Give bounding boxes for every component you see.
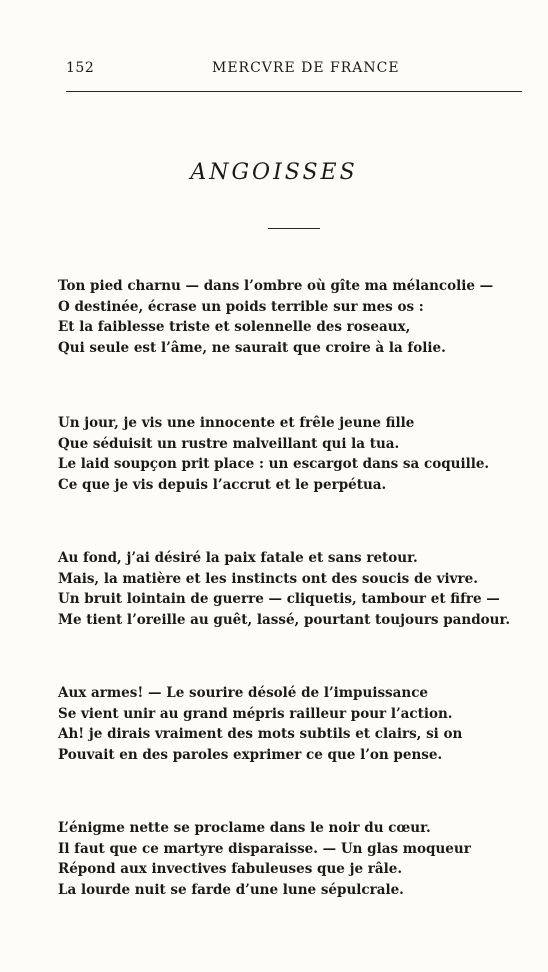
poem-line: Aux armes! — Le sourire désolé de l’impuissance — [58, 685, 429, 701]
stanza-4 — [58, 683, 528, 765]
poem-line: Pouvait en des paroles exprimer ce que l’on pense. — [58, 746, 443, 763]
poem-line: Au fond, j’ai désiré la paix fatale et sans retour. — [58, 550, 418, 566]
journal-title: MERCVRE DE FRANCE — [212, 60, 400, 76]
poem-line: Me tient l’oreille au guêt, lassé, pourtant toujours pandour. — [58, 611, 511, 628]
running-head — [66, 58, 522, 82]
title-rule — [268, 228, 320, 229]
poem-line: Il faut que ce martyre disparaisse. — Un glas moqueur — [58, 840, 471, 857]
stanza-1 — [58, 276, 528, 358]
poem-line: Se vient unir au grand mépris railleur pour l’action. — [58, 705, 453, 722]
header-rule — [66, 91, 522, 92]
poem-line: Ce que je vis depuis l’accrut et le perpétua. — [58, 476, 387, 493]
poem-line: L’énigme nette se proclame dans le noir du cœur. — [58, 820, 431, 836]
poem-line: Un bruit lointain de guerre — cliquetis, tambour et fifre — — [58, 591, 500, 607]
stanza-3 — [58, 548, 528, 630]
stanza-5 — [58, 818, 528, 900]
poem-line: Le laid soupçon prit place : un escargot dans sa coquille. — [58, 456, 490, 472]
poem-line: Et la faiblesse triste et solennelle des roseaux, — [58, 319, 411, 335]
poem-line: La lourde nuit se farde d’une lune sépulcrale. — [58, 881, 404, 898]
poem-line: Un jour, je vis une innocente et frêle jeune fille — [58, 415, 415, 431]
poem-title: ANGOISSES — [190, 160, 358, 185]
poem-line: Qui seule est l’âme, ne saurait que croire à la folie. — [58, 339, 446, 356]
poem-line: Que séduisit un rustre malveillant qui la tua. — [58, 435, 400, 452]
poem-line: O destinée, écrase un poids terrible sur mes os : — [58, 298, 424, 315]
poem-line: Ah! je dirais vraiment des mots subtils et clairs, si on — [58, 726, 463, 742]
poem-line: Mais, la matière et les instincts ont des soucis de vivre. — [58, 570, 478, 587]
poem-line: Ton pied charnu — dans l’ombre où gîte ma mélancolie — — [58, 278, 494, 294]
poem-line: Répond aux invectives fabuleuses que je râle. — [58, 861, 403, 877]
stanza-2 — [58, 413, 528, 495]
page-number: 152 — [66, 60, 95, 76]
